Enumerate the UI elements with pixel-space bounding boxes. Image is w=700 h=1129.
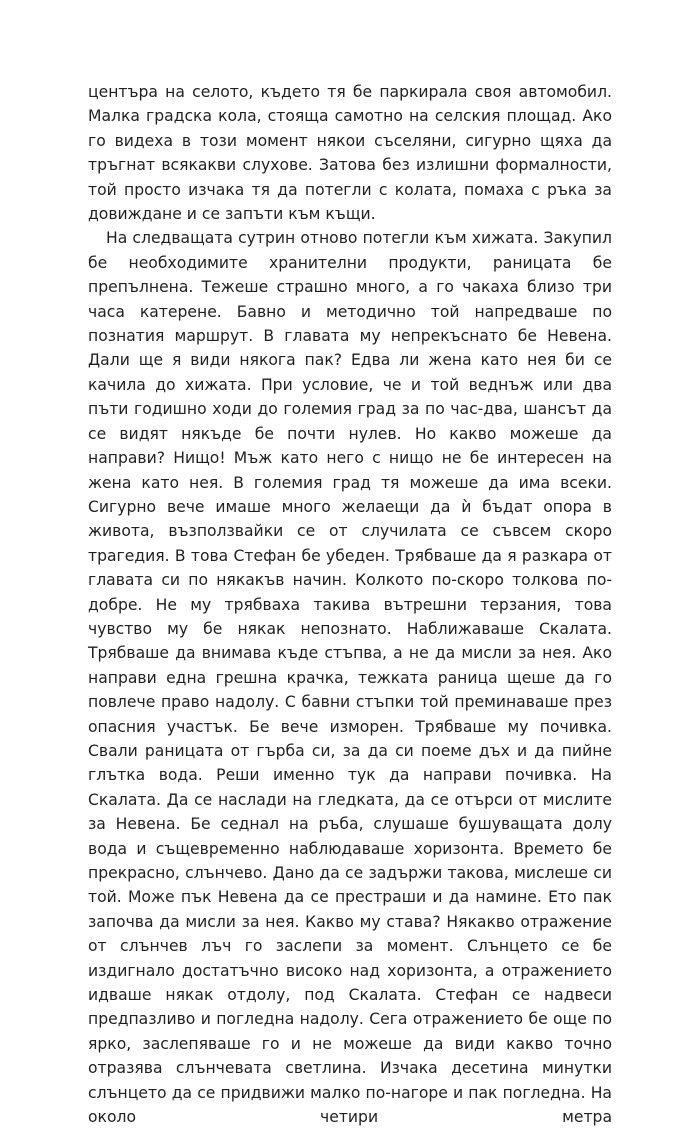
paragraph-1: центъра на селото, където тя бе паркирала своя автомобил. Малка градска кола, стояща самотно на селския площад. Ако го видеха в този момент някои съселяни, сигурно щяха да тръгнат всякакви слухове. Затова без излишни формалности, той просто изчака тя да потегли с колата, помаха с ръка за довиждане и се запъти към къщи. [88, 83, 612, 224]
document-body [88, 80, 612, 1129]
paragraph-2: На следващата сутрин отново потегли към хижата. Закупил бе необходимите хранителни продукти, раницата бе препълнена. Тежеше страшно много, а го чакаха близо три часа катерене. Бавно и методично той напредваше по познатия маршрут. В главата му непрекъснато бе Невена. Дали ще я види някога пак? Едва ли жена като нея би се качила до хижата. При условие, че и той веднъж или два пъти годишно ходи до големия град за по час-два, шансът да се видят някъде бе почти нулев. Но какво можеше да направи? Нищо! Мъж като него с нищо не бе интересен на жена като нея. В големия град тя можеше да има всеки. Сигурно вече имаше много желаещи да ѝ бъдат опора в живота, възползвайки се от случилата се съвсем скоро трагедия. В това Стефан бе убеден. Трябваше да я разкара от главата си по някакъв начин. Колкото по-скоро толкова по-добре. Не му трябваха такива вътрешни терзания, това чувство му бе някак непознато. Наближаваше Скалата. Трябваше да внимава къде стъпва, а не да мисли за нея. Ако направи една грешна крачка, тежката раница щеше да го повлече право надолу. С бавни стъпки той преминаваше през опасния участък. Бе вече изморен. Трябваше му почивка. Свали раницата от гърба си, за да си поеме дъх и да пийне глътка вода. Реши именно тук да направи почивка. На Скалата. Да се наслади на гледката, да се отърси от мислите за Невена. Бе седнал на ръба, слушаше бушуващата долу вода и същевременно наблюдаваше хоризонта. Времето бе прекрасно, слънчево. Дано да се задържи такова, мислеше си той. Може пък Невена да се престраши и да намине. Ето пак започва да мисли за нея. Какво му става? Някакво отражение от слънчев лъч го заслепи за момент. Слънцето се бе издигнало достатъчно високо над хоризонта, а отражението идваше някак отдолу, под Скалата. Стефан се надвеси предпазливо и погледна надолу. Сега отражението бе още по ярко, заслепяваше го и не можеше да види какво точно отразява слънчевата светлина. Изчака десетина минутки слънцето да се придвижи малко по-нагоре и пак погледна. На около четири метра [88, 229, 612, 1127]
